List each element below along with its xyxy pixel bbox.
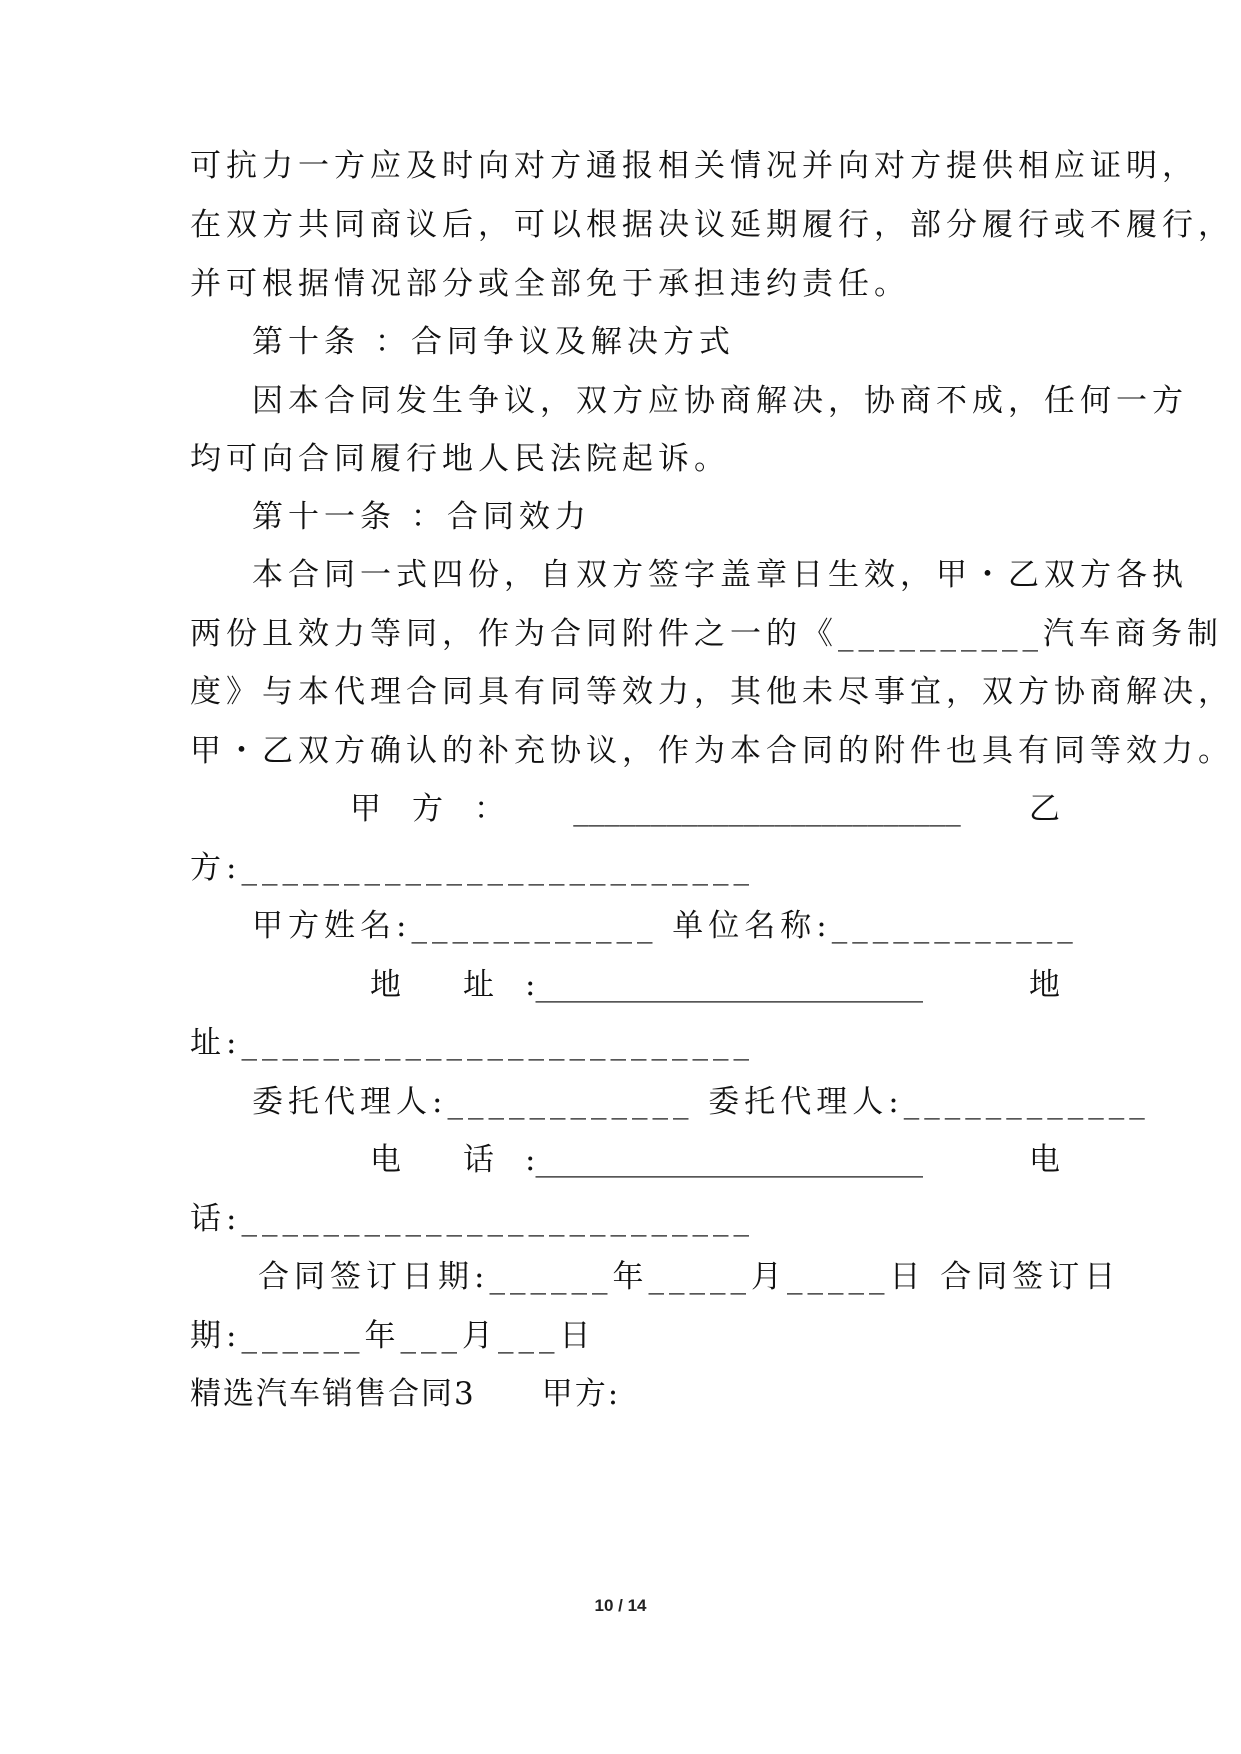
- address-label: 地 址 :_________________________: [370, 967, 923, 1003]
- paragraph-line: 在双方共同商议后，可以根据决议延期履行，部分履行或不履行，: [190, 207, 1234, 243]
- phone-label-b-head: 电: [1029, 1142, 1060, 1178]
- paragraph-line: 甲・乙双方确认的补充协议，作为本合同的附件也具有同等效力。: [190, 733, 1234, 769]
- paragraph-line: 因本合同发生争议，双方应协商解决，协商不成，任何一方: [252, 383, 1188, 419]
- date-row-b: 期:______年___月___日: [190, 1318, 596, 1354]
- party-a-blank: _________________________: [573, 791, 961, 827]
- party-b-label-head: 乙: [1029, 791, 1060, 827]
- agent-row: 委托代理人:____________ 委托代理人:____________: [252, 1084, 1150, 1120]
- paragraph-line: 两份且效力等同，作为合同附件之一的《__________汽车商务制: [190, 616, 1223, 652]
- party-b-row: 方:_________________________: [190, 850, 754, 886]
- paragraph-line: 度》与本代理合同具有同等效力，其他未尽事宜，双方协商解决，: [190, 674, 1234, 710]
- paragraph-line: 并可根据情况部分或全部免于承担违约责任。: [190, 266, 910, 302]
- address-row-b: 址:_________________________: [190, 1025, 754, 1061]
- paragraph-line: 均可向合同履行地人民法院起诉。: [190, 441, 730, 477]
- name-row: 甲方姓名:____________ 单位名称:____________: [252, 908, 1078, 944]
- address-label-b-head: 地: [1029, 967, 1060, 1003]
- address-row: [370, 960, 1060, 1010]
- page-number: 10 / 14: [594, 1596, 647, 1615]
- paragraph-line: 可抗力一方应及时向对方通报相关情况并向对方提供相应证明，: [190, 148, 1198, 184]
- party-a-label: 甲 方 ：: [350, 791, 505, 827]
- party-a-row: [350, 784, 1060, 834]
- section-heading: 第十条 ：合同争议及解决方式: [252, 324, 735, 360]
- phone-row: [370, 1135, 1060, 1185]
- next-section-heading: 精选汽车销售合同3 甲方:: [190, 1376, 621, 1412]
- paragraph-line: 本合同一式四份，自双方签字盖章日生效，甲・乙双方各执: [252, 557, 1188, 593]
- phone-label: 电 话 :_________________________: [370, 1142, 923, 1178]
- section-heading: 第十一条 ：合同效力: [252, 499, 591, 535]
- date-row: 合同签订日期:______年_____月_____日 合同签订日: [258, 1259, 1121, 1295]
- phone-row-b: 话:_________________________: [190, 1201, 754, 1237]
